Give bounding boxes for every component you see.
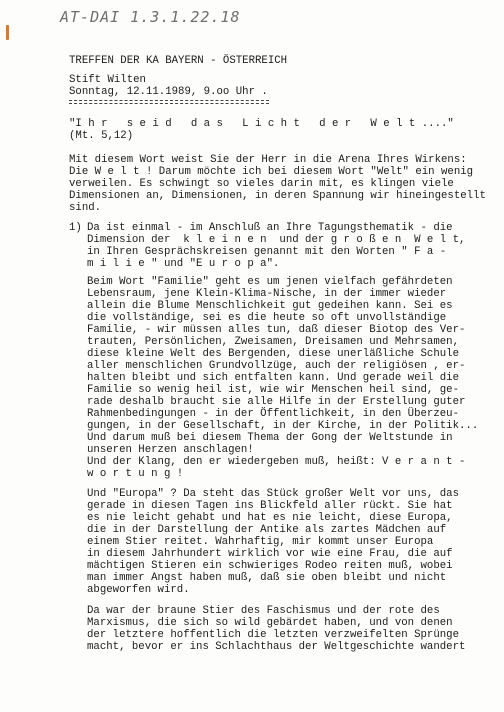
- underline-rule: [69, 103, 269, 104]
- europa-line: gerade in diesen Tagen ins Blickfeld aller rückt. Sie hat: [87, 500, 453, 512]
- europa-line: mächtigen Stieren ein schwieriges Rodeo reiten muß, wobei: [87, 560, 453, 572]
- point-line: Da ist einmal - im Anschluß an Ihre Tagungsthematik - die: [87, 222, 453, 234]
- point-line: m i l i e " und "E u r o p a".: [87, 258, 280, 270]
- europa-line: die in der Darstellung der Antike als zartes Mädchen auf: [87, 524, 447, 536]
- stier-line: Marxismus, die sich so wild gebärdet haben, und von denen: [87, 617, 453, 629]
- place-line: Stift Wilten: [69, 74, 146, 86]
- familie-line: diese kleine Welt des Bergenden, diese unerläßliche Schule: [87, 348, 459, 360]
- familie-line: halten bleibt und sich entfalten kann. Und gerade weil die: [87, 372, 459, 384]
- familie-line: unseren Herzen anschlagen!: [87, 444, 254, 456]
- intro-line: Dimensionen an, Dimensionen, in deren Spannung wir hineingestellt: [69, 190, 486, 202]
- europa-line: abgeworfen wird.: [87, 584, 190, 596]
- familie-line: Rahmenbedingungen - in der Öffentlichkeit, in den Überzeu-: [87, 408, 459, 420]
- europa-line: man immer Angst haben muß, daß sie oben bleibt und nicht: [87, 572, 447, 584]
- point-line: Dimension der k l e i n e n und der g r o ß e n W e l t,: [87, 234, 466, 246]
- document-title: TREFFEN DER KA BAYERN - ÖSTERREICH: [69, 55, 288, 67]
- stier-line: Da war der braune Stier des Faschismus und der rote des: [87, 605, 440, 617]
- familie-line: Familie, - wir müssen alles tun, daß dieser Biotop des Ver-: [87, 324, 466, 336]
- familie-line: Und darum muß bei diesem Thema der Gong der Weltstunde in: [87, 432, 453, 444]
- punch-mark: [6, 25, 9, 40]
- motto-quote: "I h r s e i d d a s L i c h t d e r W e l t ....": [69, 118, 454, 130]
- familie-line: Beim Wort "Familie" geht es um jenen vielfach gefährdeten: [87, 276, 453, 288]
- date-line: Sonntag, 12.11.1989, 9.oo Uhr .: [69, 86, 268, 98]
- familie-line: Familie so wenig heil ist, wie wir Menschen heil sind, ge-: [87, 384, 459, 396]
- europa-line: Und "Europa" ? Da steht das Stück großer Welt vor uns, das: [87, 488, 459, 500]
- europa-line: einem Stier reitet. Wahrhaftig, mir kommt unser Europa: [87, 536, 434, 548]
- stier-line: der letztere hoffentlich die letzten verzweifelten Sprünge: [87, 629, 459, 641]
- familie-line: w o r t u n g !: [87, 468, 184, 480]
- stier-line: macht, bevor er ins Schlachthaus der Weltgeschichte wandert: [87, 641, 466, 653]
- familie-line: Lebensraum, jene Klein-Klima-Nische, in der immer wieder: [87, 288, 447, 300]
- familie-line: aller menschlichen Grundvollzüge, auch der religiösen , er-: [87, 360, 466, 372]
- familie-line: die vollständige, sei es die heute so oft unvollständige: [87, 312, 447, 324]
- intro-line: sind.: [69, 202, 102, 214]
- familie-line: trauten, Persönlichen, Zweisamen, Dreisamen und Mehrsamen,: [87, 336, 459, 348]
- familie-line: rade deshalb braucht sie alle Hilfe in der Erstellung guter: [87, 396, 466, 408]
- intro-line: verweilen. Es schwingt so vieles darin mit, es klingen viele: [69, 178, 454, 190]
- familie-line: Und der Klang, den er wiedergeben muß, heißt: V e r a n t -: [87, 456, 466, 468]
- europa-line: es nie leicht gehabt und hat es nie leicht, diese Europa,: [87, 512, 453, 524]
- familie-line: allein die Blume Menschlichkeit gut gedeihen kann. Sei es: [87, 300, 453, 312]
- intro-line: Die W e l t ! Darum möchte ich bei diesem Wort "Welt" ein wenig: [69, 166, 474, 178]
- europa-line: in diesem Jahrhundert wirklich vor wie eine Frau, die auf: [87, 548, 453, 560]
- familie-line: gungen, in der Gesellschaft, in der Kirche, in der Politik...: [87, 420, 479, 432]
- underline-rule: [69, 100, 269, 101]
- motto-reference: (Mt. 5,12): [69, 130, 134, 142]
- intro-line: Mit diesem Wort weist Sie der Herr in die Arena Ihres Wirkens:: [69, 154, 467, 166]
- point-number: 1): [69, 222, 82, 234]
- point-line: in Ihren Gesprächskreisen genannt mit den Worten " F a -: [87, 246, 447, 258]
- archive-stamp: AT-DAI 1.3.1.22.18: [60, 8, 241, 26]
